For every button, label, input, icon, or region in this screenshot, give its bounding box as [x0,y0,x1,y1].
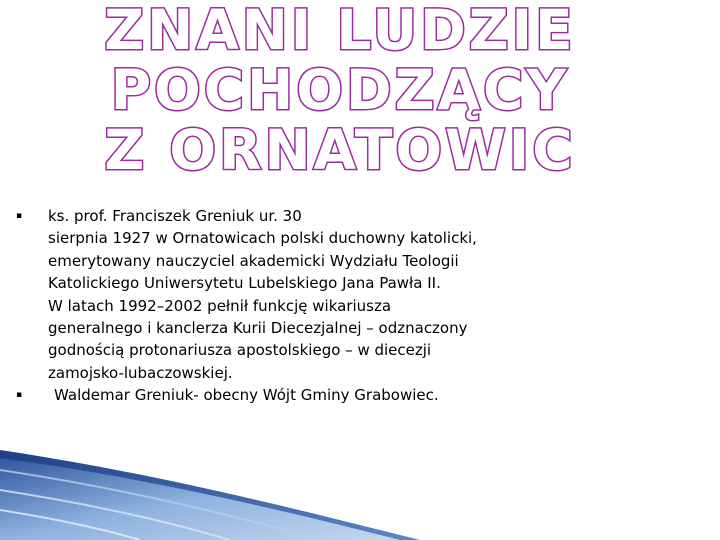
bullet-text: ks. prof. Franciszek Greniuk ur. 30 sierpnia 1927 w Ornatowicach polski duchowny katolicki, emerytowany nauczyciel akademicki Wydziału Teologii Katolickiego Uniwersytetu Lubelskiego Jana Pawła II. W latach 1992–2002 pełnił funkcję wikariusza generalnego i kanclerza Kurii Diecezjalnej – odznaczony godnością protonariusza apostolskiego – w diecezji zamojsko-lubaczowskiej. [48,207,477,382]
square-bullet-icon: ▪ [15,390,23,401]
square-bullet-icon: ▪ [15,211,23,221]
bullet-text: Waldemar Greniuk- obecny Wójt Gminy Grabowiec. [54,386,439,405]
title-line-3: Z ORNATOWIC [104,118,576,182]
title-line-1: ZNANI LUDZIE [104,0,576,62]
title-line-2: POCHODZĄCY [110,58,570,122]
